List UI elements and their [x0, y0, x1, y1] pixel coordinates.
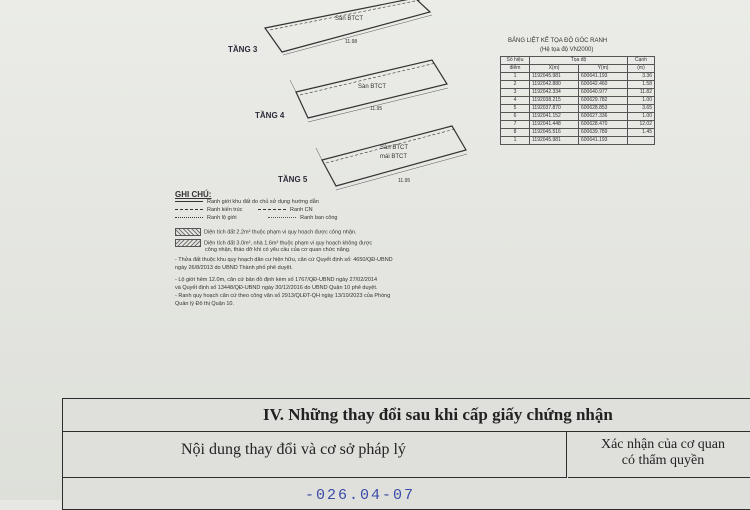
legend-note: Quản lý Đô thị Quận 10. [175, 301, 235, 307]
coord-cell-p: 6 [501, 113, 530, 121]
blue-ink-stamp: -026.04-07 [305, 487, 416, 504]
floor-3-outline [265, 0, 432, 55]
legend-note: và Quyết định số 13448/QĐ-UBND ngày 30/12/2016 do UBND Quận 10 phê duyệt. [175, 285, 378, 291]
coord-cell-p: 2 [501, 81, 530, 89]
header-y: Y(m) [579, 65, 628, 73]
coord-cell-d: 3.36 [628, 73, 655, 81]
header-point: Số hiệu [501, 57, 530, 65]
coord-cell-y: 600629.782 [579, 97, 628, 105]
coord-cell-d: 11.82 [628, 89, 655, 97]
floor-5-label: TẦNG 5 [278, 175, 308, 184]
coord-cell-y: 600642.460 [579, 81, 628, 89]
coord-cell-d: 1.58 [628, 81, 655, 89]
coord-cell-d: 1.00 [628, 113, 655, 121]
coord-table-title: BẢNG LIỆT KÊ TỌA ĐỘ GÓC RANH [508, 38, 608, 44]
coord-row [501, 121, 655, 129]
form-col-left [63, 431, 567, 478]
coord-row [501, 105, 655, 113]
coord-cell-x: 1192045.516 [530, 129, 579, 137]
coord-row [501, 137, 655, 145]
form-col-right [568, 431, 750, 478]
coord-cell-x: 1192041.152 [530, 113, 579, 121]
coord-cell-x: 1192042.334 [530, 89, 579, 97]
coord-cell-p: 1 [501, 73, 530, 81]
form-heading-row [63, 399, 750, 432]
coord-row [501, 73, 655, 81]
floor-3-dimension: 11.98 [345, 39, 358, 45]
legend-note: ngày 26/8/2013 do UBND Thành phố phê duyệt. [175, 265, 293, 271]
coord-cell-d: 1.00 [628, 97, 655, 105]
col-left-heading: Nội dung thay đổi và cơ sở pháp lý [181, 441, 406, 458]
floor-5-slab-label: Sàn BTCT [380, 145, 409, 151]
coord-cell-d: 1.45 [628, 129, 655, 137]
floor-5-roof-label: mái BTCT [380, 154, 407, 160]
floor-3-slab-label: Sàn BTCT [335, 16, 364, 22]
coord-table [500, 56, 655, 145]
legend-item: Ranh kiến trúc Ranh CN [175, 207, 495, 215]
coord-cell-p: 1 [501, 137, 530, 145]
legend-item: Ranh giới khu đất do chủ sử dụng hướng dẫn [175, 199, 495, 207]
col-right-heading: Xác nhận của cơ quan có thẩm quyền [600, 437, 725, 468]
coord-cell-x: 1192042.880 [530, 81, 579, 89]
coord-cell-y: 600641.193 [579, 137, 628, 145]
coord-cell-y: 600640.977 [579, 89, 628, 97]
floor-5-dimension: 11.95 [398, 178, 411, 184]
coord-row [501, 97, 655, 105]
coord-cell-p: 8 [501, 129, 530, 137]
coord-cell-x: 1192041.448 [530, 121, 579, 129]
coord-table-subtitle: (Hệ tọa độ VN2000) [540, 47, 594, 53]
legend-area-2-cont: công nhận, tháo dỡ khi có yêu cầu của cơ quan chức năng. [205, 247, 351, 253]
header-coord: Tọa độ [530, 57, 628, 65]
coord-cell-y: 600641.193 [579, 73, 628, 81]
coord-cell-x: 1192045.981 [530, 73, 579, 81]
legend-area-2: Diện tích đất 3.0m², nhà 1.6m² thuộc phạm vi quy hoạch không được [175, 239, 495, 247]
legend [175, 190, 495, 309]
header-x: X(m) [530, 65, 579, 73]
coord-cell-d [628, 137, 655, 145]
legend-note: - Thửa đất thuộc khu quy hoạch dân cư hiện hữu, căn cứ Quyết định số: 4650/QĐ-UBND [175, 257, 393, 263]
coord-cell-x: 1192045.981 [530, 137, 579, 145]
coord-cell-p: 7 [501, 121, 530, 129]
coord-cell-p: 3 [501, 89, 530, 97]
coord-cell-y: 600628.853 [579, 105, 628, 113]
coord-cell-y: 600639.789 [579, 129, 628, 137]
floor-3-label: TẦNG 3 [228, 45, 258, 54]
header-point-2: điểm [501, 65, 530, 73]
legend-title: GHI CHÚ: [175, 190, 212, 199]
coord-cell-p: 5 [501, 105, 530, 113]
coord-cell-x: 1192037.870 [530, 105, 579, 113]
legend-area-1: Diện tích đất 2.2m² thuộc phạm vi quy hoạch được công nhận. [175, 228, 495, 236]
floor-4-slab-label: Sàn BTCT [358, 84, 387, 90]
header-length-unit: (m) [628, 65, 655, 73]
coord-row [501, 129, 655, 137]
legend-note: - Lộ giới hẻm 12.0m, căn cứ bản đồ định kèm số 1767/QĐ-UBND ngày 27/02/2014 [175, 277, 378, 283]
coord-cell-d: 12.02 [628, 121, 655, 129]
coord-cell-d: 3.65 [628, 105, 655, 113]
legend-item: Ranh lộ giới Ranh ban công [175, 215, 495, 223]
floor-plan-drawing [0, 0, 500, 200]
coord-cell-x: 1192038.215 [530, 97, 579, 105]
coord-cell-y: 600627.336 [579, 113, 628, 121]
coord-cell-p: 4 [501, 97, 530, 105]
floor-4-label: TẦNG 4 [255, 111, 285, 120]
floor-4-dimension: 11.95 [370, 106, 383, 112]
coord-row [501, 113, 655, 121]
legend-note: - Ranh quy hoạch căn cứ theo công văn số 2913/QLĐT-QH ngày 13/10/2023 của Phòng [175, 293, 391, 299]
floor-4-outline [290, 60, 448, 122]
coord-row [501, 81, 655, 89]
header-length: Cạnh [628, 57, 655, 65]
coord-row [501, 89, 655, 97]
coord-cell-y: 600628.470 [579, 121, 628, 129]
form-heading: IV. Những thay đổi sau khi cấp giấy chứng nhận [263, 405, 613, 424]
